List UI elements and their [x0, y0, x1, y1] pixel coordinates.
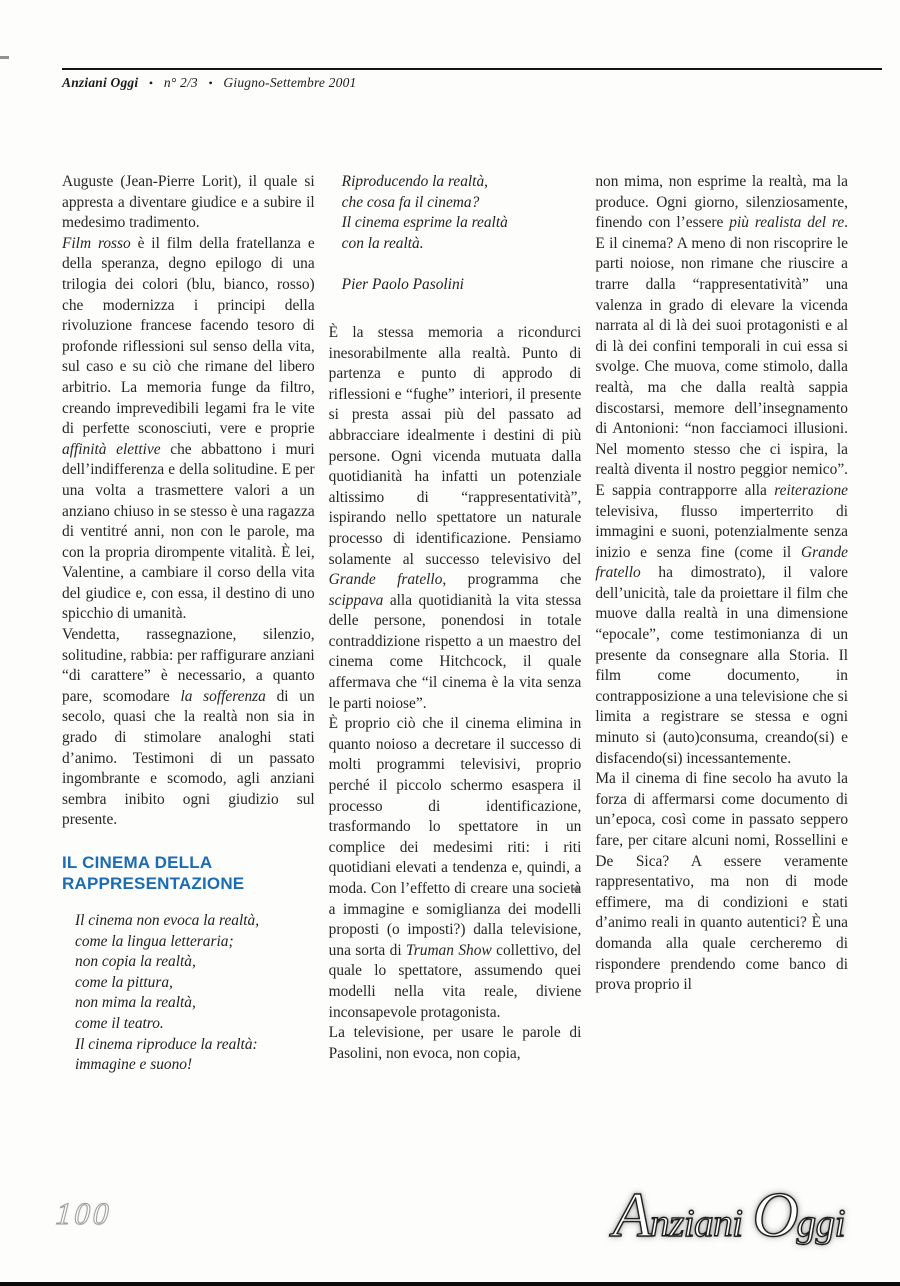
paragraph: È la stessa memoria a ricondurci inesorabilmente alla realtà. Punto di partenza e punto di approdo di riflessioni e “fughe” interiori, il presente si presta assai più del passato ad abbracciare idealmente i destini di più persone. Ogni vicenda mutuata dalla quotidianità ha infatti un potenziale altissimo di “rappresentatività”, ispirando nello spettatore un naturale processo di identificazione. Pensiamo solamente al successo televisivo del Grande fratello, programma che scippava alla quotidianità la vita stessa delle persone, ponendosi in totale contraddizione rispetto a un maestro del cinema come Hitchcock, il quale affermava che “il cinema è la vita senza le parti noiose”.: [328, 323, 582, 712]
poem-line: come il teatro.: [75, 1014, 164, 1032]
issue-number: n° 2/3: [163, 75, 198, 90]
poem-line: Il cinema esprime la realtà: [341, 214, 508, 232]
paragraph: La televisione, per usare le parole di Pasolini, non evoca, non copia,: [328, 1024, 582, 1062]
article-columns: [62, 172, 848, 1076]
column-3: [595, 172, 848, 1076]
poem-line: come la lingua letteraria;: [75, 932, 234, 950]
poem-line: Riproducendo la realtà,: [341, 173, 489, 190]
epigraph-poem: [75, 911, 315, 1076]
issue-period: Giugno-Settembre 2001: [223, 75, 357, 90]
logo-initial-a: A: [612, 1179, 651, 1250]
poem-line: con la realtà.: [341, 234, 424, 252]
quote-author: Pier Paolo Pasolini: [341, 276, 464, 294]
article-text-col2: [329, 323, 582, 1064]
article-text-col3: [595, 172, 848, 996]
article-text-col1: [62, 172, 315, 831]
logo-word2: ggi: [796, 1202, 845, 1245]
section-heading-line1: IL CINEMA DELLA: [62, 853, 213, 872]
section-heading: [62, 852, 315, 894]
poem-line: come la pittura,: [75, 973, 173, 991]
journal-name: Anziani Oggi: [62, 75, 139, 90]
poem-line: non mima la realtà,: [75, 994, 196, 1012]
logo-word1: nziani: [650, 1202, 743, 1245]
paragraph: Vendetta, rassegnazione, silenzio, solitudine, rabbia: per raffigurare anziani “di carattere” è necessario, a quanto pare, scomodare la sofferenza di un secolo, quasi che la realtà non sia in grado di stimolare analoghi stati d’animo. Testimoni di un passato ingombrante e scomodo, agli anziani sembra inibito ogni giudizio sul presente.: [62, 626, 315, 829]
paragraph: Film rosso è il film della fratellanza e della speranza, degno epilogo di una trilogia dei colori (blu, bianco, rosso) che modernizza i principi della rivoluzione francese facendo tesoro di profonde riflessioni sul senso della vita, sul caso e su ciò che rimane del libero arbitrio. La memoria funge da filtro, creando imprevedibili legami fra le vite di perfette sconosciuti, vere e proprie affinità elettive che abbattono i muri dell’indifferenza e della solitudine. E per una volta a trasmettere valori a un anziano chiuso in se stesso è una ragazza di ventitré anni, non con le parole, ma con la propria dirompente vitalità. È lei, Valentine, a cambiare il corso della vita del giudice e, con essa, il destino di uno spicchio di umanità.: [62, 234, 315, 623]
column-1: [62, 172, 315, 1076]
poem-line: immagine e suono!: [75, 1056, 193, 1074]
bullet-separator: •: [148, 76, 154, 90]
paragraph: Ma il cinema di fine secolo ha avuto la forza di affermarsi come documento di un’epoca, così come in passato seppero fare, per citare alcuni nomi, Rossellini e De Sica? A essere veramente rappresentativo, ma non di mode effimere, ma di condizioni e stati d’animo reali in quanto autentici? È una domanda alla quale cercheremo di rispondere prendendo come banco di prova proprio il: [595, 770, 849, 994]
paragraph: Auguste (Jean-Pierre Lorit), il quale si appresta a diventare giudice e a subire il medesimo tradimento.: [62, 173, 315, 232]
header-rule: [62, 68, 882, 70]
column-2: [329, 172, 582, 1076]
paragraph: È proprio ciò che il cinema elimina in quanto noioso a decretare il successo di molti programmi televisivi, proprio perché il piccolo schermo esaspera il processo di identificazione, trasformando lo spettatore in un complice dei medesimi riti: i riti quotidiani elevati a tendenza e, quindi, a moda. Con l’effetto di creare una società a immagine e somiglianza dei modelli proposti (o imposti?) dalla televisione, una sorta di Truman Show collettivo, del quale lo spettatore, assumendo quei modelli nella vita reale, diviene inconsapevole protagonista.: [328, 715, 582, 1021]
bullet-separator: •: [208, 76, 213, 90]
scan-artifact: [0, 56, 9, 59]
poem-line: che cosa fa il cinema?: [341, 193, 480, 211]
poem-line: Il cinema non evoca la realtà,: [75, 912, 260, 929]
scan-edge: [0, 1282, 900, 1286]
paragraph: non mima, non esprime la realtà, ma la produce. Ogni giorno, silenziosamente, finendo con l’essere più realista del re. E il cinema? A meno di non riscoprire le parti noiose, non rimane che riuscire a trarre dalla “rappresentatività” una valenza in grado di elevare la vicenda narrata al di là dei suoi protagonisti e al di là dei confini temporali in cui essa si svolge. Che muova, come stimolo, dalla realtà, ma che dalla realtà sappia discostarsi, memore dell’insegnamento di Antonioni: “non facciamoci illusioni. Nel momento stesso che ci ispira, la realtà diventa il nostro peggior nemico”. E sappia contrapporre alla reiterazione televisiva, flusso imperterrito di immagini e suoni, potenzialmente senza inizio e senza fine (come il Grande fratello ha dimostrato), il valore dell’unicità, tale da proiettare il film che muove dalla realtà in una dimensione “epocale”, come testimonianza di un presente da consegnare alla Storia. Il film come documento, in contrapposizione a una televisione che si limita a registrare se stessa e ogni minuto si (auto)consuma, creando(si) e disfacendo(si) incessantemente.: [595, 173, 849, 767]
page-number: 100: [54, 1196, 113, 1231]
logo-initial-o: O: [752, 1179, 797, 1250]
poem-line: Il cinema riproduce la realtà:: [75, 1035, 258, 1053]
page-header: [62, 68, 882, 91]
epigraph-quote: [342, 172, 582, 254]
header-text: [62, 75, 882, 91]
poem-line: non copia la realtà,: [75, 953, 196, 971]
section-heading-line2: RAPPRESENTAZIONE: [62, 874, 245, 893]
journal-logo: [613, 1178, 845, 1252]
